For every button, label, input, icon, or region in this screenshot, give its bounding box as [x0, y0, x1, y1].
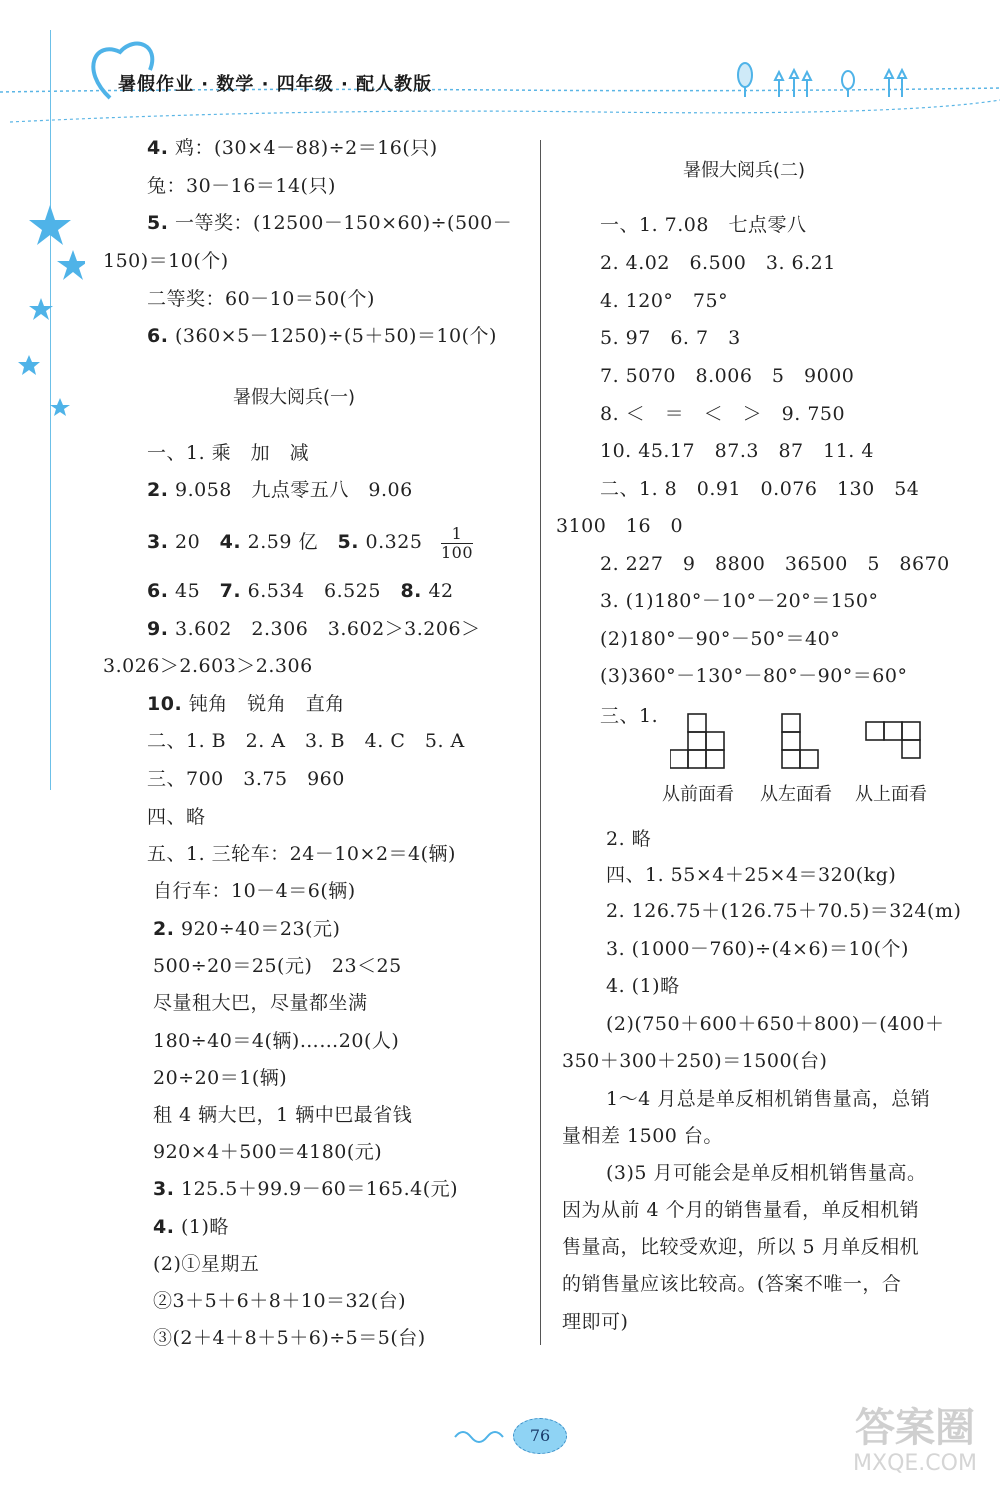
answer-line: 5. 一等奖：(12500－150×60)÷(500－ [147, 212, 513, 234]
answer-line: 3. 20 4. 2.59 亿 5. 0.325 $\frac{1}{100}$ [147, 523, 473, 562]
answer-line: 20÷20＝1(辆) [153, 1067, 288, 1089]
answer-line: 2. 略 [606, 828, 652, 850]
answer-line: ③(2＋4＋8＋5＋6)÷5＝5(台) [153, 1327, 426, 1349]
answer-line: 2. 4.02 6.500 3. 6.21 [600, 252, 836, 274]
star-icon [29, 205, 71, 245]
view-label-left: 从左面看 [760, 784, 832, 805]
answer-line: 4. 120° 75° [600, 290, 729, 312]
answer-line: 一、1. 乘 加 减 [147, 442, 310, 464]
top-view-figure [866, 722, 920, 758]
answer-line: 6. (360×5－1250)÷(5＋50)＝10(个) [147, 325, 497, 347]
answer-line: (2)180°－90°－50°＝40° [600, 628, 841, 650]
answer-line: 二、1. B 2. A 3. B 4. C 5. A [147, 730, 465, 752]
answer-line: 350＋300＋250)＝1500(台) [562, 1050, 828, 1072]
answer-line: 二等奖：60－10＝50(个) [147, 288, 375, 310]
answer-line: 尽量租大巴，尽量都坐满 [153, 992, 368, 1014]
watermark [840, 1405, 990, 1477]
answer-line: 2. 9.058 九点零五八 9.06 [147, 479, 413, 501]
answer-line: (3)360°－130°－80°－90°＝60° [600, 665, 908, 687]
answer-line: 10. 45.17 87.3 87 11. 4 [600, 440, 874, 462]
answer-line: 920×4＋500＝4180(元) [153, 1141, 383, 1163]
star-icon [18, 355, 40, 375]
answer-line: 180÷40＝4(辆)……20(人) [153, 1030, 400, 1052]
star-icon [57, 250, 85, 280]
answer-line: 3. 125.5＋99.9－60＝165.4(元) [153, 1178, 459, 1200]
answer-line: 3. (1000－760)÷(4×6)＝10(个) [606, 938, 909, 960]
answer-line: 3. (1)180°－10°－20°＝150° [600, 590, 879, 612]
answer-line: 7. 5070 8.006 5 9000 [600, 365, 855, 387]
watermark-url: MXQE.COM [853, 1451, 977, 1476]
answer-line: 自行车：10－4＝6(辆) [153, 880, 356, 902]
answer-line: 四、略 [147, 806, 206, 828]
answer-line: 2. 227 9 8800 36500 5 8670 [600, 553, 950, 575]
answer-line: 因为从前 4 个月的销售量看，单反相机销 [562, 1199, 920, 1221]
answer-line: 4. (1)略 [606, 975, 680, 997]
answer-line: 500÷20＝25(元) 23＜25 [153, 955, 402, 977]
answer-line: 一、1. 7.08 七点零八 [600, 214, 807, 236]
answer-line: ②3＋5＋6＋8＋10＝32(台) [153, 1290, 407, 1312]
answer-line: 兔：30－16＝14(只) [147, 175, 336, 197]
front-view-figure [670, 714, 724, 768]
answer-line: 10. 钝角 锐角 直角 [147, 693, 345, 715]
watermark-logo: 答案圈 [855, 1405, 975, 1451]
answer-line: 3100 16 0 [556, 515, 684, 537]
column-divider [540, 140, 541, 1345]
answer-line: (2)(750＋600＋650＋800)－(400＋ [606, 1013, 945, 1035]
answer-line: 9. 3.602 2.306 3.602＞3.206＞ [147, 618, 481, 640]
answer-line: 租 4 辆大巴，1 辆中巴最省钱 [153, 1104, 413, 1126]
star-icon [29, 298, 53, 320]
answer-line: 三、700 3.75 960 [147, 768, 345, 790]
answer-line: 理即可) [562, 1311, 629, 1333]
answer-line: 6. 45 7. 6.534 6.525 8. 42 [147, 580, 454, 602]
answer-line: 四、1. 55×4＋25×4＝320(kg) [606, 864, 897, 886]
star-icon [50, 398, 70, 416]
answer-line: 5. 97 6. 7 3 [600, 327, 741, 349]
answer-line: 1～4 月总是单反相机销售量高，总销 [606, 1088, 931, 1110]
header-title: 暑假作业 · 数学 · 四年级 · 配人教版 [118, 74, 433, 95]
answer-line: 售量高，比较受欢迎，所以 5 月单反相机 [562, 1236, 920, 1258]
star-decorations [15, 200, 85, 420]
view-label-front: 从前面看 [662, 784, 734, 805]
answer-line: 量相差 1500 台。 [562, 1125, 723, 1147]
section-title: 暑假大阅兵(一) [233, 387, 356, 408]
answer-line: 2. 126.75＋(126.75＋70.5)＝324(m) [606, 900, 962, 922]
footer-swirl-decoration [450, 1425, 520, 1450]
flower-icons [738, 63, 906, 97]
answer-line: 4. (1)略 [153, 1216, 229, 1238]
answer-line: 4. 鸡：(30×4－88)÷2＝16(只) [147, 137, 438, 159]
three-view-figures [670, 712, 930, 772]
answer-line: 150)＝10(个) [103, 250, 229, 272]
answer-line: 2. 920÷40＝23(元) [153, 918, 341, 940]
answer-line: (2)①星期五 [153, 1253, 260, 1275]
answer-line: 二、1. 8 0.91 0.076 130 54 [600, 478, 920, 500]
page-number: 76 [513, 1418, 567, 1454]
answer-line: 的销售量应该比较高。(答案不唯一，合 [562, 1273, 902, 1295]
answer-line: 五、1. 三轮车：24－10×2＝4(辆) [147, 843, 456, 865]
answer-line: (3)5 月可能会是单反相机销售量高。 [606, 1162, 927, 1184]
view-label-top: 从上面看 [855, 784, 927, 805]
answer-line: 三、1. [600, 705, 659, 727]
answer-line: 8. ＜ ＝ ＜ ＞ 9. 750 [600, 403, 846, 425]
fraction: $\frac{1}{100}$ [440, 523, 473, 562]
left-view-figure [782, 714, 818, 768]
section-title: 暑假大阅兵(二) [683, 160, 806, 181]
answer-line: 3.026＞2.603＞2.306 [103, 655, 313, 677]
